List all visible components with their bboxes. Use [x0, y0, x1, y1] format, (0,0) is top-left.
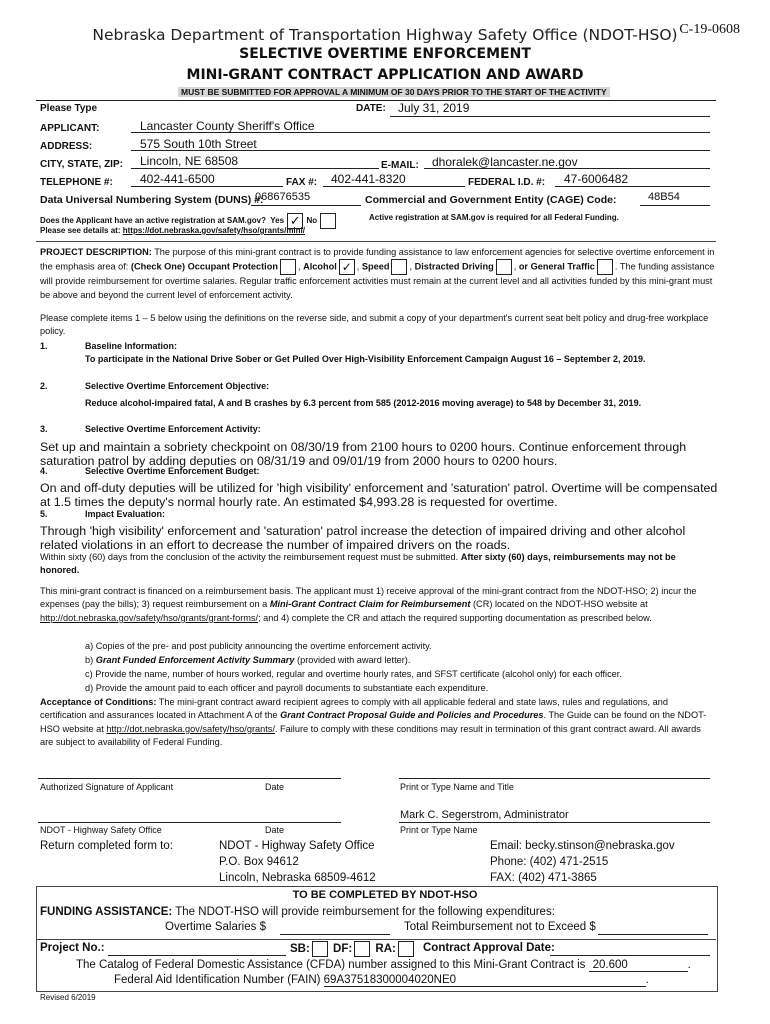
- df-checkbox[interactable]: [354, 941, 370, 957]
- check-one-label: (Check One): [130, 261, 186, 272]
- doc-list-item-d: [85, 682, 488, 695]
- cfda-number: 20.600: [589, 959, 688, 972]
- sb-checkbox[interactable]: [312, 941, 328, 957]
- form-title-line1: SELECTIVE OVERTIME ENFORCEMENT: [239, 46, 531, 62]
- overtime-salaries-field[interactable]: [280, 921, 390, 935]
- please-type-label: Please Type: [40, 103, 98, 114]
- email-label: E-MAIL:: [381, 160, 419, 171]
- sixty-day-warning: After sixty (60) days, reimbursements may not be honored.: [40, 552, 676, 576]
- cfda-line: The Catalog of Federal Domestic Assistance (CFDA) number assigned to this Mini-Grant Contract is 20.600 .: [76, 959, 691, 971]
- project-desc-label: PROJECT DESCRIPTION:: [40, 247, 152, 257]
- df-label: DF:: [333, 943, 353, 956]
- office-use-heading: TO BE COMPLETED BY NDOT-HSO: [292, 889, 478, 901]
- sb-label: SB:: [290, 943, 310, 956]
- sam-question: Does the Applicant have an active registration at SAM.gov?: [40, 216, 266, 226]
- doc-list-item-b: [85, 654, 410, 667]
- telephone-field[interactable]: 402-441-6500: [140, 172, 215, 186]
- acceptance-text-3: . Failure to comply with these conditions may result in termination of this grant contract award. All awards are subject to availability of Federal Funding.: [40, 723, 701, 748]
- fain-line: Federal Aid Identification Number (FAIN) 69A37518300004020NE0 .: [114, 974, 649, 986]
- print-name-line[interactable]: [399, 778, 710, 779]
- applicant-signature-line[interactable]: [38, 778, 341, 779]
- details-link[interactable]: https://dot.nebraska.gov/safety/hso/grants/mini/: [122, 226, 305, 235]
- form-number: C-19-0608: [679, 22, 740, 37]
- telephone-label: TELEPHONE #:: [40, 177, 113, 188]
- general-traffic-label: General Traffic: [530, 261, 595, 272]
- distracted-driving-label: Distracted Driving: [414, 261, 494, 272]
- section-divider: [36, 241, 716, 242]
- list-letter: c): [85, 669, 93, 679]
- address-label: ADDRESS:: [40, 141, 93, 152]
- code-boxes: [290, 941, 416, 957]
- ra-label: RA:: [375, 943, 396, 956]
- details-label: Please see details at:: [40, 226, 121, 235]
- duns-label: Data Universal Numbering System (DUNS) #:: [40, 194, 264, 206]
- date-label: DATE:: [356, 103, 386, 114]
- speed-label: Speed: [361, 261, 390, 272]
- acceptance-text-1: The mini-grant contract award recipient agrees to comply with all applicable federal and state laws, rules and regulations, and certification and assurances located in Attachment A of the: [40, 697, 668, 721]
- cage-field[interactable]: 48B54: [648, 191, 680, 203]
- occupant-protection-label: Occupant Protection: [187, 261, 278, 272]
- reimbursement-terms: [40, 585, 716, 625]
- cage-label: Commercial and Government Entity (CAGE) Code:: [365, 194, 617, 206]
- item-1-text: To participate in the National Drive Sober or Get Pulled Over High-Visibility Enforcement Campaign August 16 – September 2, 2019.: [85, 354, 646, 364]
- agency-title: Nebraska Department of Transportation Highway Safety Office (NDOT-HSO): [92, 26, 678, 44]
- federal-id-field[interactable]: 47-6006482: [564, 172, 629, 186]
- list-letter: b): [85, 655, 94, 665]
- item-4-label: Selective Overtime Enforcement Budget:: [85, 466, 260, 476]
- grant-forms-link[interactable]: http://dot.nebraska.gov/safety/hso/grants/grant-forms/: [40, 612, 259, 623]
- return-email: Email: becky.stinson@nebraska.gov: [490, 840, 675, 852]
- list-text: Provide the name, number of hours worked, regular and overtime hourly rates, and SFST certificate (alcohol only) for each officer.: [95, 669, 622, 679]
- speed-checkbox[interactable]: [391, 259, 407, 275]
- sixty-day-notice: [40, 551, 716, 578]
- submission-notice: MUST BE SUBMITTED FOR APPROVAL A MINIMUM OF 30 DAYS PRIOR TO THE START OF THE ACTIVITY: [178, 87, 610, 97]
- or-label: or: [518, 261, 528, 272]
- list-letter: d): [85, 683, 94, 693]
- project-description: PROJECT DESCRIPTION: The purpose of this mini-grant contract is to provide funding assistance to law enforcement agencies for selective overtime enforcement in the emphasis area of: (Check One) Occupant Protection , Alcohol ✓ , Speed , Distracted Driving , or General Traffic . The funding assistance will provide reimbursement for overtime salaries. Regular traffic enforcement activities must remain at the current level and all activities funded by this mini-grant must be above and beyond the current level of enforcement activity.: [40, 247, 715, 300]
- header-rule: [36, 100, 716, 101]
- check-mark-icon: ✓: [341, 260, 352, 275]
- item-1-label: Baseline Information:: [85, 341, 178, 351]
- fain-number: 69A37518300004020NE0: [324, 974, 646, 987]
- return-phone: Phone: (402) 471-2515: [490, 856, 609, 868]
- reimb-form-name: Mini-Grant Contract Claim for Reimbursement: [269, 599, 471, 610]
- funding-line: [40, 906, 555, 918]
- alcohol-label: Alcohol: [303, 261, 337, 272]
- sam-note: Active registration at SAM.gov is required for all Federal Funding.: [369, 213, 619, 222]
- revision-date: Revised 6/2019: [40, 993, 96, 1002]
- acceptance-label: Acceptance of Conditions:: [40, 697, 157, 707]
- list-text: Copies of the pre- and post publicity announcing the overtime enforcement activity.: [95, 641, 432, 651]
- general-traffic-checkbox[interactable]: [597, 259, 613, 275]
- reimb-text-3: ; and 4) complete the CR and attach the required supporting documentation as prescribed below.: [258, 612, 652, 623]
- date-field[interactable]: July 31, 2019: [398, 101, 470, 115]
- ra-checkbox[interactable]: [398, 941, 414, 957]
- item-5-number: 5.: [40, 509, 48, 519]
- project-desc-text-2: The funding assistance will provide reimbursement for overtime salaries. Regular traffic enforcement activities must remain at the current level and all activities funded by this mini-grant must be above and beyond the current level of enforcement activity.: [40, 261, 715, 300]
- return-address-2: P.O. Box 94612: [219, 856, 299, 868]
- return-address-1: NDOT - Highway Safety Office: [219, 840, 375, 852]
- ndot-caption: NDOT - Highway Safety Office: [40, 825, 162, 835]
- doc-list-item-a: [85, 640, 432, 653]
- return-label: Return completed form to:: [40, 840, 173, 852]
- list-text: Provide the amount paid to each officer and payroll documents to substantiate each expenditure.: [95, 683, 489, 693]
- reimb-text-1: This mini-grant contract is financed on a reimbursement basis. The applicant must 1) receive approval of the mini-grant contract from the NDOT-HSO; 2) incur the expenses (pay the bills); 3) request reimbursement on a: [40, 586, 697, 610]
- cfda-text: The Catalog of Federal Domestic Assistance (CFDA) number assigned to this Mini-Grant Contract is: [76, 959, 586, 971]
- federal-id-label: FEDERAL I.D. #:: [468, 177, 546, 188]
- funding-label: FUNDING ASSISTANCE:: [40, 906, 173, 918]
- acceptance-of-conditions: [40, 696, 716, 750]
- sam-no-checkbox[interactable]: [320, 213, 336, 229]
- item-1-number: 1.: [40, 341, 48, 351]
- fax-label: FAX #:: [286, 177, 318, 188]
- distracted-driving-checkbox[interactable]: [496, 259, 512, 275]
- item-2-text: Reduce alcohol-impaired fatal, A and B crashes by 6.3 percent from 585 (2012-2016 moving average) to 548 by December 31, 2019.: [85, 398, 642, 408]
- email-field[interactable]: dhoralek@lancaster.ne.gov: [432, 155, 578, 169]
- funding-text: The NDOT-HSO will provide reimbursement for the following expenditures:: [175, 906, 555, 918]
- item-3-field[interactable]: Set up and maintain a sobriety checkpoint on 08/30/19 from 2100 hours to 0200 hours. Continue enforcement through saturation patrol by adding deputies on 08/31/19 and 09/01/19 from 2000 hours to 0200 hours.: [40, 440, 687, 468]
- total-reimbursement-field[interactable]: [598, 921, 708, 935]
- sam-yes-label: Yes: [270, 216, 285, 226]
- form-title-line2: MINI-GRANT CONTRACT APPLICATION AND AWARD: [186, 67, 584, 83]
- fax-field[interactable]: 402-441-8320: [331, 172, 406, 186]
- admin-name-line: [399, 822, 710, 823]
- sam-no-label: No: [306, 216, 318, 226]
- return-fax: FAX: (402) 471-3865: [490, 872, 597, 884]
- reimb-text-2: (CR) located on the NDOT-HSO website at: [473, 599, 648, 610]
- item-2-number: 2.: [40, 381, 48, 391]
- city-field[interactable]: Lincoln, NE 68508: [140, 154, 239, 168]
- approval-date-label: Contract Approval Date:: [423, 942, 555, 954]
- grants-link[interactable]: http://dot.nebraska.gov/safety/hso/grants/: [106, 723, 275, 734]
- guide-name: Grant Contract Proposal Guide and Policies and Procedures: [280, 710, 544, 721]
- fain-text: Federal Aid Identification Number (FAIN): [114, 974, 321, 986]
- item-2-label: Selective Overtime Enforcement Objective:: [85, 381, 270, 391]
- address-field[interactable]: 575 South 10th Street: [140, 137, 257, 151]
- auth-signature-caption: Authorized Signature of Applicant: [40, 782, 174, 792]
- sixty-day-text: Within sixty (60) days from the conclusion of the activity the reimbursement request must be submitted.: [40, 552, 459, 562]
- city-label: CITY, STATE, ZIP:: [40, 159, 123, 170]
- list-letter: a): [85, 641, 94, 651]
- item-3-number: 3.: [40, 424, 48, 434]
- item-4-number: 4.: [40, 466, 48, 476]
- applicant-label: APPLICANT:: [40, 123, 100, 134]
- item-4-field[interactable]: On and off-duty deputies will be utilized for 'high visibility' enforcement and 'saturation' patrol. Overtime will be compensated at 1.5 times the deputy's normal hourly rate. An estimated $4,993.28 is requested for overtime.: [40, 481, 718, 509]
- list-text: Grant Funded Enforcement Activity Summary: [95, 655, 295, 665]
- duns-field[interactable]: 068676535: [255, 191, 311, 203]
- project-desc-text: The purpose of this mini-grant contract is to provide funding assistance to law enforcement agencies for selective overtime enforcement in the emphasis area of:: [40, 247, 715, 272]
- project-no-field[interactable]: [108, 942, 286, 956]
- item-3-label: Selective Overtime Enforcement Activity:: [85, 424, 261, 434]
- acceptance-text-2: . The Guide can be found on the NDOT-HSO website at: [40, 710, 707, 734]
- alcohol-checkbox[interactable]: [339, 259, 355, 275]
- administrator-name: Mark C. Segerstrom, Administrator: [400, 809, 569, 821]
- date-caption: Date: [265, 782, 285, 792]
- overtime-salaries-label: Overtime Salaries $: [165, 921, 266, 933]
- print-name-caption: Print or Type Name and Title: [400, 782, 514, 792]
- ndot-signature-line: [38, 822, 341, 823]
- approval-date-field[interactable]: [550, 942, 710, 956]
- print-name-caption-2: Print or Type Name: [400, 825, 478, 835]
- doc-list-item-c: [85, 668, 622, 681]
- instructions: Please complete items 1 – 5 below using the definitions on the reverse side, and submit a copy of your department's current seat belt policy and drug-free workplace policy.: [40, 313, 709, 337]
- item-5-field[interactable]: Through 'high visibility' enforcement and 'saturation' patrol increase the detection of impaired driving and other alcohol related violations in an effort to decrease the number of impaired drivers on the roads.: [40, 524, 686, 552]
- project-no-label: Project No.:: [40, 942, 105, 954]
- check-mark-icon: ✓: [289, 213, 301, 228]
- return-address-3: Lincoln, Nebraska 68509-4612: [219, 872, 376, 884]
- list-suffix: (provided with award letter).: [294, 655, 411, 665]
- item-5-label: Impact Evaluation:: [85, 509, 166, 519]
- occupant-protection-checkbox[interactable]: [280, 259, 296, 275]
- date-caption-2: Date: [265, 825, 285, 835]
- total-reimbursement-label: Total Reimbursement not to Exceed $: [404, 921, 596, 933]
- office-divider: [36, 939, 716, 940]
- applicant-field[interactable]: Lancaster County Sheriff's Office: [140, 119, 315, 133]
